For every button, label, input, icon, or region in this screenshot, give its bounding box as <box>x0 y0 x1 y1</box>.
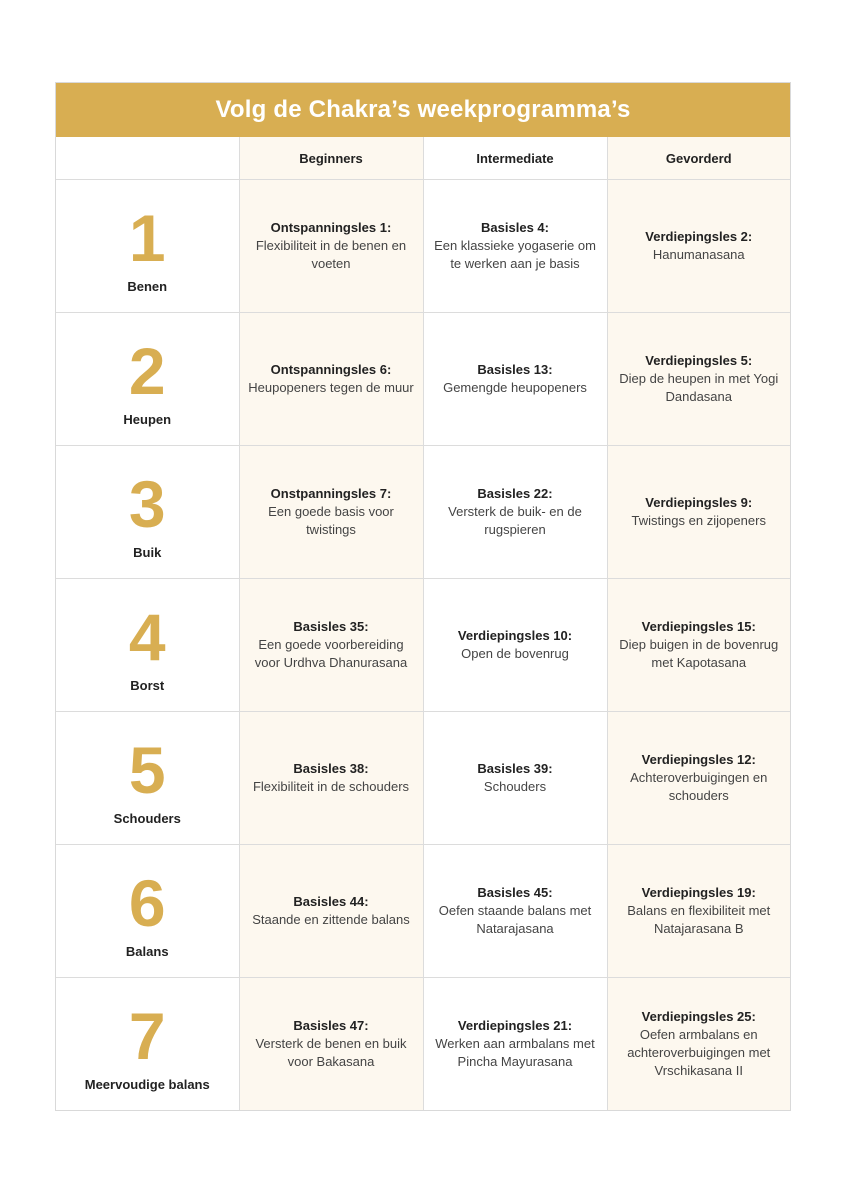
table-row <box>56 579 790 712</box>
chakra-number: 6 <box>128 865 166 940</box>
lesson-title: Verdiepingsles 15: <box>641 619 756 634</box>
lesson-description: Versterk de benen en buik voor Bakasana <box>255 1036 407 1069</box>
lesson-title: Verdiepingsles 10: <box>457 628 573 643</box>
lesson-description: Schouders <box>483 779 547 794</box>
lesson-title: Basisles 4: <box>481 220 549 235</box>
lesson-description: Achteroverbuigingen en schouders <box>630 770 768 803</box>
lesson-cell-beginners <box>239 712 423 845</box>
lesson-description: Balans en flexibiliteit met Natajarasana B <box>627 903 771 936</box>
lesson-title: Verdiepingsles 19: <box>641 885 756 900</box>
chakra-label: Schouders <box>113 810 181 826</box>
chakra-label: Meervoudige balans <box>84 1076 210 1092</box>
chakra-number: 3 <box>128 466 166 541</box>
lesson-title: Onstpanningsles 7: <box>270 486 392 501</box>
lesson-title: Basisles 38: <box>293 761 369 776</box>
chakra-label: Balans <box>125 943 169 959</box>
lesson-cell-gevorderd <box>607 313 790 446</box>
lesson-cell-beginners <box>239 180 423 313</box>
lesson-cell-gevorderd <box>607 978 790 1111</box>
lesson-cell-gevorderd <box>607 712 790 845</box>
lesson-description: Een klassieke yogaserie om te werken aan je basis <box>434 238 596 271</box>
table-title: Volg de Chakra’s weekprogramma’s <box>56 83 790 137</box>
lesson-description: Versterk de buik- en de rugspieren <box>448 504 582 537</box>
header-gevorderd: Gevorderd <box>607 137 790 180</box>
table-row <box>56 712 790 845</box>
lesson-title: Ontspanningsles 1: <box>270 220 392 235</box>
lesson-description: Een goede voorbereiding voor Urdhva Dhanurasana <box>254 637 408 670</box>
chakra-label: Benen <box>127 278 168 294</box>
lesson-title: Verdiepingsles 21: <box>457 1018 573 1033</box>
lesson-cell-gevorderd <box>607 446 790 579</box>
lesson-cell-gevorderd <box>607 845 790 978</box>
chakra-cell <box>56 978 239 1111</box>
chakra-number: 1 <box>128 200 166 275</box>
table-row <box>56 845 790 978</box>
chakra-cell <box>56 180 239 313</box>
lesson-title: Verdiepingsles 9: <box>645 495 753 510</box>
header-row <box>56 137 790 180</box>
chakra-cell <box>56 313 239 446</box>
lesson-cell-beginners <box>239 313 423 446</box>
lesson-title: Basisles 44: <box>293 894 369 909</box>
lesson-title: Basisles 45: <box>477 885 553 900</box>
lesson-title: Basisles 35: <box>293 619 369 634</box>
lesson-title: Verdiepingsles 12: <box>641 752 756 767</box>
chakra-number: 7 <box>128 998 166 1073</box>
lesson-cell-intermediate <box>423 579 607 712</box>
lesson-title: Verdiepingsles 2: <box>645 229 753 244</box>
lesson-description: Staande en zittende balans <box>252 912 410 927</box>
lesson-cell-intermediate <box>423 313 607 446</box>
lesson-description: Twistings en zijopeners <box>631 513 766 528</box>
header-empty <box>56 137 239 180</box>
lesson-description: Een goede basis voor twistings <box>268 504 394 537</box>
lesson-title: Basisles 22: <box>477 486 553 501</box>
lesson-cell-intermediate <box>423 978 607 1111</box>
lesson-description: Diep de heupen in met Yogi Dandasana <box>619 371 779 404</box>
chakra-cell <box>56 579 239 712</box>
lesson-title: Ontspanningsles 6: <box>270 362 392 377</box>
table-row <box>56 978 790 1111</box>
lesson-cell-intermediate <box>423 845 607 978</box>
table-row <box>56 313 790 446</box>
lesson-title: Basisles 47: <box>293 1018 369 1033</box>
lesson-cell-intermediate <box>423 446 607 579</box>
lesson-cell-intermediate <box>423 180 607 313</box>
header-beginners: Beginners <box>239 137 423 180</box>
chakra-number: 2 <box>128 333 166 408</box>
lesson-title: Basisles 13: <box>477 362 553 377</box>
chakra-number: 5 <box>128 732 166 807</box>
chakra-number: 4 <box>128 599 166 674</box>
lesson-description: Werken aan armbalans met Pincha Mayurasana <box>435 1036 595 1069</box>
lesson-description: Oefen armbalans en achteroverbuigingen met Vrschikasana II <box>627 1027 771 1078</box>
lesson-cell-beginners <box>239 579 423 712</box>
chakra-cell <box>56 845 239 978</box>
lesson-cell-beginners <box>239 845 423 978</box>
lesson-cell-beginners <box>239 978 423 1111</box>
chakra-label: Heupen <box>123 411 172 427</box>
lesson-description: Open de bovenrug <box>461 646 569 661</box>
table-row <box>56 180 790 313</box>
lesson-description: Flexibiliteit in de benen en voeten <box>255 238 407 271</box>
program-table <box>56 137 790 1110</box>
lesson-cell-gevorderd <box>607 579 790 712</box>
lesson-title: Basisles 39: <box>477 761 553 776</box>
chakra-label: Buik <box>133 544 162 560</box>
lesson-cell-intermediate <box>423 712 607 845</box>
lesson-cell-gevorderd <box>607 180 790 313</box>
weekprogramma-table-card <box>55 82 791 1111</box>
chakra-label: Borst <box>130 677 165 693</box>
lesson-cell-beginners <box>239 446 423 579</box>
lesson-description: Oefen staande balans met Natarajasana <box>438 903 592 936</box>
lesson-description: Hanumanasana <box>652 247 745 262</box>
lesson-description: Diep buigen in de bovenrug met Kapotasana <box>619 637 779 670</box>
lesson-description: Flexibiliteit in de schouders <box>252 779 410 794</box>
lesson-description: Heupopeners tegen de muur <box>248 380 414 395</box>
lesson-title: Verdiepingsles 5: <box>645 353 753 368</box>
header-intermediate: Intermediate <box>423 137 607 180</box>
chakra-cell <box>56 446 239 579</box>
lesson-title: Verdiepingsles 25: <box>641 1009 756 1024</box>
table-row <box>56 446 790 579</box>
lesson-description: Gemengde heupopeners <box>443 380 587 395</box>
chakra-cell <box>56 712 239 845</box>
